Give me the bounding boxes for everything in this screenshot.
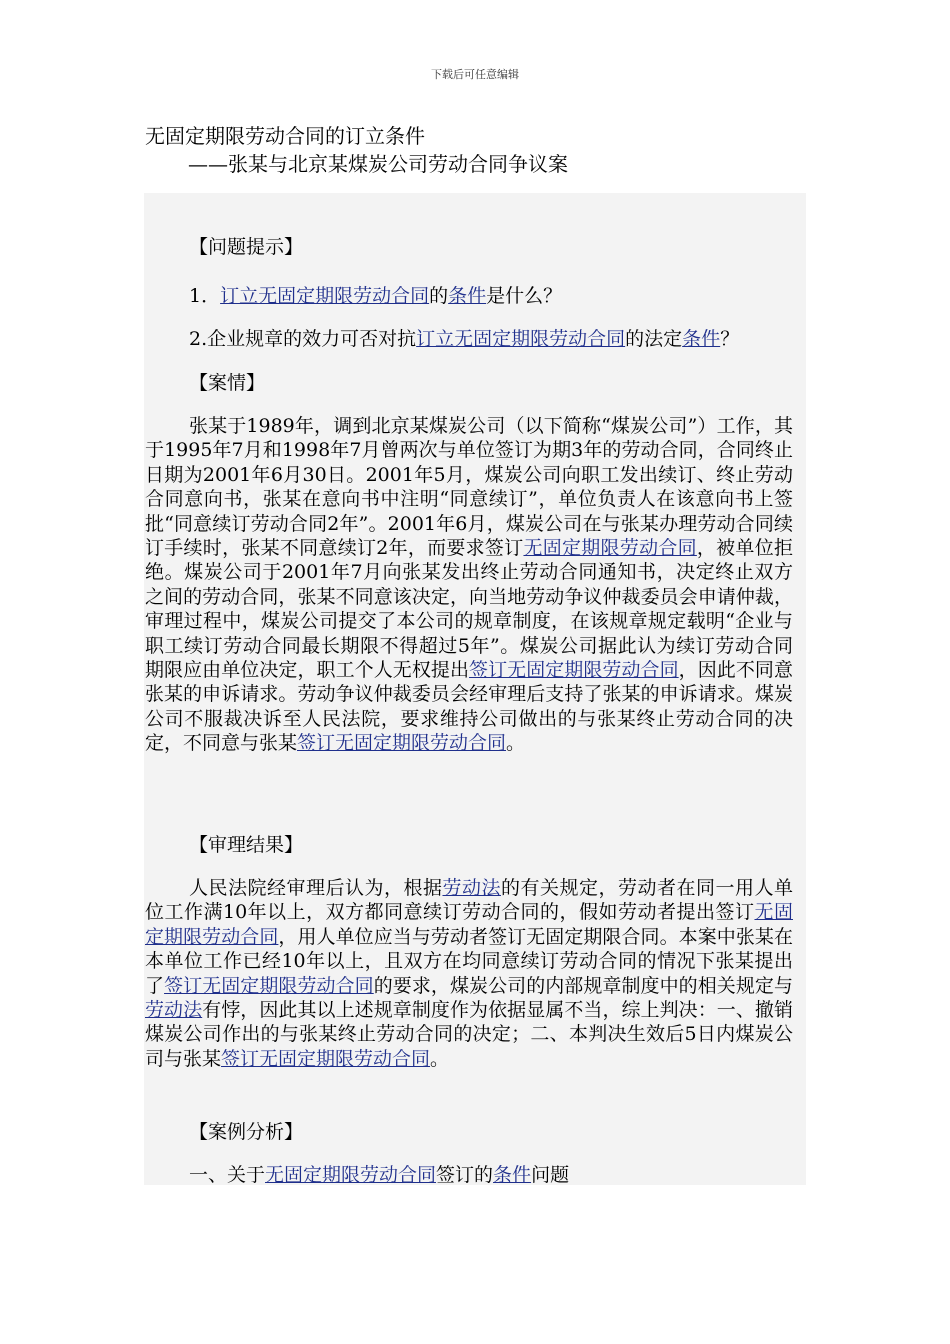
header-note: 下载后可任意编辑 (431, 68, 519, 81)
analysis-text: 问题 (531, 1164, 570, 1186)
questions-heading: 【问题提示】 (189, 236, 304, 258)
question-2-text: 2.企业规章的效力可否对抗 (189, 328, 417, 350)
link-sign-indefinite-contract[interactable]: 签订无固定期限劳动合同 (221, 1047, 431, 1070)
link-conclude-indefinite-contract[interactable]: 订立无固定期限劳动合同 (220, 285, 430, 307)
link-sign-indefinite-contract[interactable]: 签订无固定期限劳动合同 (164, 974, 374, 997)
case-heading: 【案情】 (189, 372, 266, 394)
document-subtitle: ——张某与北京某煤炭公司劳动合同争议案 (188, 152, 568, 176)
result-text: 。 (430, 1047, 450, 1070)
result-text: 的有关规定，劳动者在同一用人单位工作满10年以上，双方都同意续订劳动合同的，假如劳动者提出签订 (145, 877, 793, 924)
case-text: ，被单位拒绝。煤炭公司于2001年7月向张某发出终止劳动合同通知书，决定终止双方之间的劳动合同，张某不同意该决定，向当地劳动争议仲裁委员会申请仲裁，审理过程中，煤炭公司提交了本公司的规章制度，在该规章规定载明“企业与职工续订劳动合同最长期限不得超过5年”。煤炭公司据此认为续订劳动合同期限应由单位决定，职工个人无权提出 (145, 537, 793, 682)
case-text: 。 (506, 732, 526, 755)
case-text: ，因此不同意张某的申诉请求。劳动争议仲裁委员会经审理后支持了张某的申诉请求。煤炭公司不服裁决诉至人民法院，要求维持公司做出的与张某终止劳动合同的决定，不同意与张某 (145, 659, 793, 755)
analysis-text: 一、关于 (189, 1164, 266, 1186)
result-heading: 【审理结果】 (189, 834, 304, 856)
analysis-heading: 【案例分析】 (189, 1121, 304, 1143)
question-1 (145, 284, 793, 308)
link-conditions[interactable]: 条件 (682, 328, 721, 350)
analysis-item-1 (145, 1163, 793, 1187)
link-indefinite-contract[interactable]: 无固定期限劳动合同 (265, 1164, 437, 1186)
link-conditions[interactable]: 条件 (448, 285, 487, 307)
result-text: 人民法院经审理后认为，根据 (189, 877, 443, 899)
question-1-text: 是什么？ (486, 285, 563, 307)
document-title: 无固定期限劳动合同的订立条件 (145, 124, 425, 148)
link-sign-indefinite-contract[interactable]: 签订无固定期限劳动合同 (297, 732, 507, 755)
analysis-text: 签订的 (436, 1164, 494, 1186)
link-sign-indefinite-contract[interactable]: 签订无固定期限劳动合同 (469, 659, 679, 682)
question-2-text: ？ (720, 328, 740, 350)
link-indefinite-contract[interactable]: 无固定期限劳动合同 (145, 901, 793, 948)
result-text: 有悖，因此其以上述规章制度作为依据显属不当，综上判决：一、撤销煤炭公司作出的与张某终止劳动合同的决定；二、本判决生效后5日内煤炭公司与张某 (145, 999, 793, 1070)
link-labor-law[interactable]: 劳动法 (442, 877, 501, 899)
case-paragraph (145, 414, 793, 756)
question-1-text: 的 (429, 285, 449, 307)
question-1-number: 1． (189, 285, 221, 307)
link-indefinite-contract[interactable]: 无固定期限劳动合同 (523, 537, 697, 560)
result-text: ，用人单位应当与劳动者签订无固定期限合同。本案中张某在本单位工作已经10年以上，且双方在均同意续订劳动合同的情况下张某提出了 (145, 925, 793, 997)
result-text: 的要求，煤炭公司的内部规章制度中的相关规定与 (373, 974, 793, 997)
question-2-text: 的法定 (625, 328, 683, 350)
question-2 (145, 327, 793, 351)
case-text: 张某于1989年，调到北京某煤炭公司（以下简称“煤炭公司”）工作，其于1995年7月和1998年7月曾两次与单位签订为期3年的劳动合同，合同终止日期为2001年6月30日。2001年5月，煤炭公司向职工发出续订、终止劳动合同意向书，张某在意向书中注明“同意续订”，单位负责人在该意向书上签批“同意续订劳动合同2年”。2001年6月，煤炭公司在与张某办理劳动合同续订手续时，张某不同意续订2年，而要求签订 (145, 415, 793, 560)
link-conclude-indefinite-contract[interactable]: 订立无固定期限劳动合同 (416, 328, 626, 350)
link-labor-law[interactable]: 劳动法 (145, 999, 203, 1022)
result-paragraph (145, 876, 793, 1071)
link-conditions[interactable]: 条件 (493, 1164, 532, 1186)
